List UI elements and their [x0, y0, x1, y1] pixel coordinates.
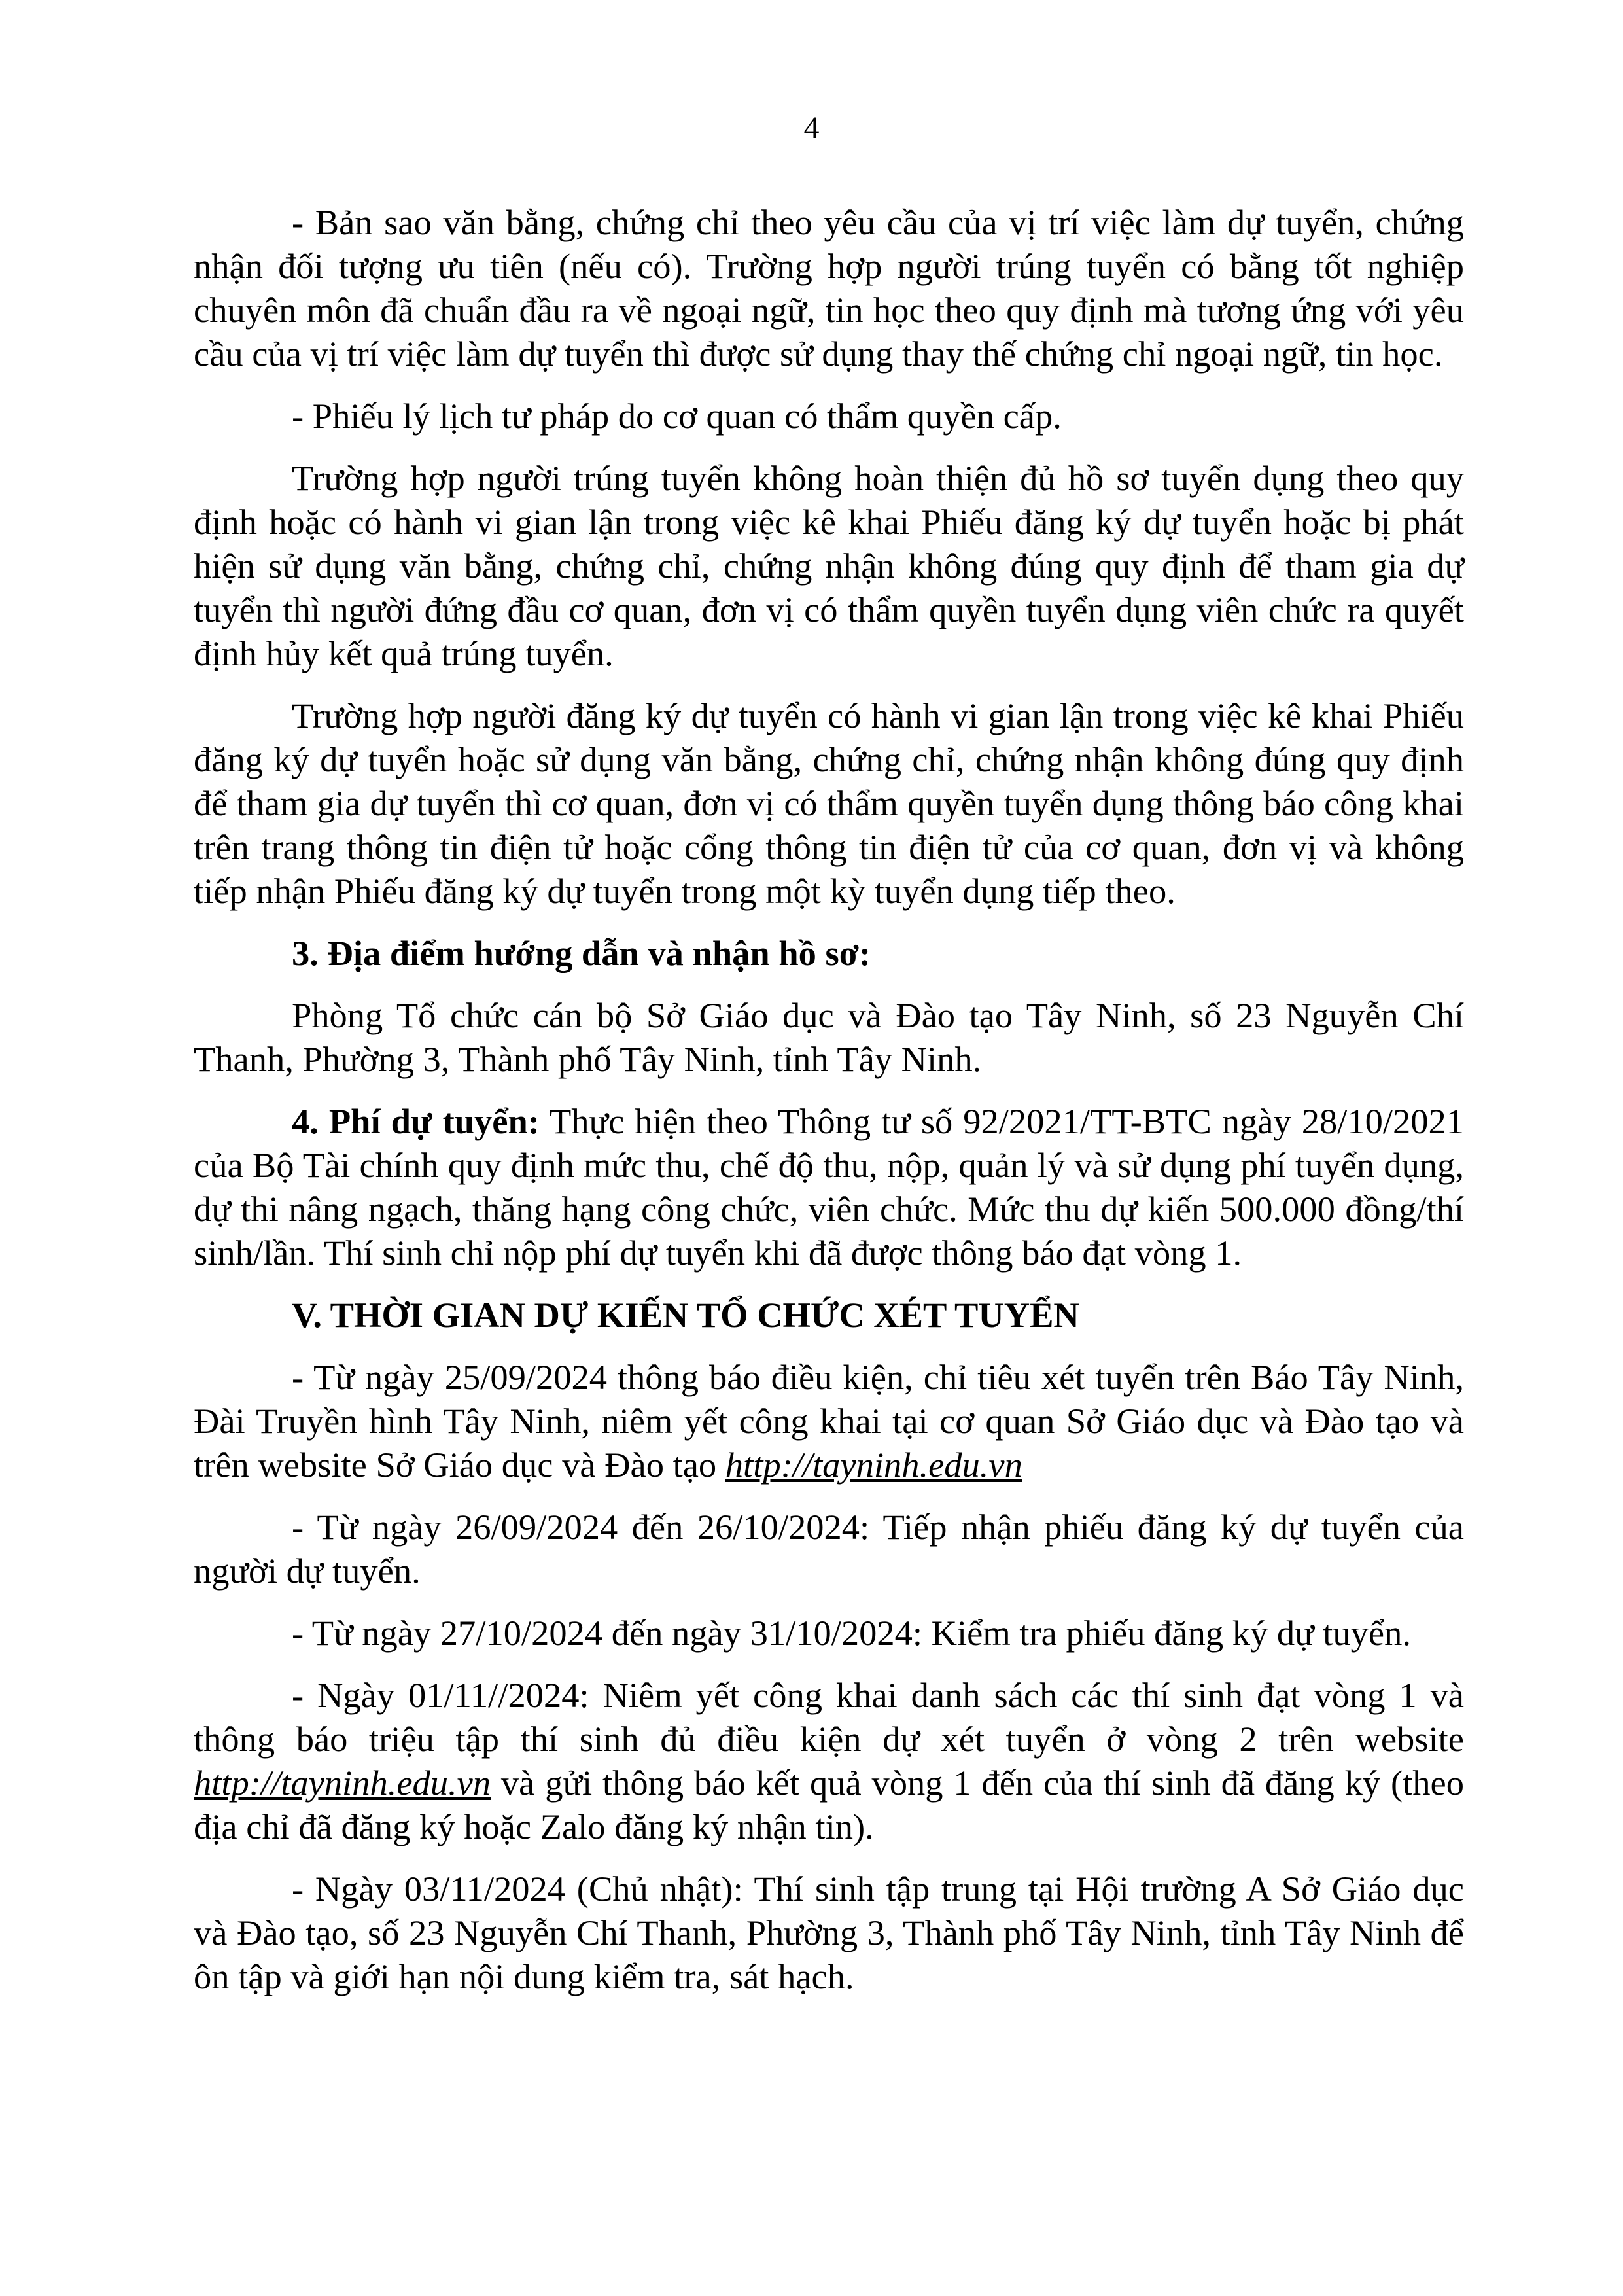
paragraph-copies-of-diplomas: - Bản sao văn bằng, chứng chỉ theo yêu cầu của vị trí việc làm dự tuyển, chứng nhận đối tượng ưu tiên (nếu có). Trường hợp người trúng tuyển có bằng tốt nghiệp chuyên môn đã chuẩn đầu ra về ngoại ngữ, tin học theo quy định mà tương ứng với yêu cầu của vị trí việc làm dự tuyển thì được sử dụng thay thế chứng chỉ ngoại ngữ, tin học.	[194, 202, 1464, 374]
fee-label: 4. Phí dự tuyển:	[292, 1101, 540, 1141]
paragraph-judicial-record: - Phiếu lý lịch tư pháp do cơ quan có thẩm quyền cấp.	[292, 396, 1062, 436]
website-link[interactable]: http://tayninh.edu.vn	[194, 1763, 491, 1803]
page-number: 4	[803, 111, 820, 145]
paragraph-incomplete-dossier: Trường hợp người trúng tuyển không hoàn thiện đủ hồ sơ tuyển dụng theo quy định hoặc có hành vi gian lận trong việc kê khai Phiếu đăng ký dự tuyển hoặc bị phát hiện sử dụng văn bằng, chứng chỉ, chứng nhận không đúng quy định để tham gia dự tuyển thì người đứng đầu cơ quan, đơn vị có thẩm quyền tuyển dụng viên chức ra quyết định hủy kết quả trúng tuyển.	[194, 458, 1464, 673]
document-body	[194, 200, 1464, 2017]
website-link[interactable]: http://tayninh.edu.vn	[725, 1445, 1022, 1485]
fee-text: Thực hiện theo Thông tư số 92/2021/TT-BTC ngày 28/10/2021 của Bộ Tài chính quy định mức thu, chế độ thu, nộp, quản lý và sử dụng phí tuyển dụng, dự thi nâng ngạch, thăng hạng công chức, viên chức. Mức thu dự kiến 500.000 đồng/thí sinh/lần. Thí sinh chỉ nộp phí dự tuyển khi đã được thông báo đạt vòng 1.	[194, 1101, 1464, 1273]
heading-location: 3. Địa điểm hướng dẫn và nhận hồ sơ:	[292, 933, 871, 973]
paragraph-location-address: Phòng Tổ chức cán bộ Sở Giáo dục và Đào tạo Tây Ninh, số 23 Nguyễn Chí Thanh, Phường 3, Thành phố Tây Ninh, tỉnh Tây Ninh.	[194, 995, 1464, 1079]
paragraph-schedule-review: - Ngày 03/11/2024 (Chủ nhật): Thí sinh tập trung tại Hội trường A Sở Giáo dục và Đào tạo, số 23 Nguyễn Chí Thanh, Phường 3, Thành phố Tây Ninh, tỉnh Tây Ninh để ôn tập và giới hạn nội dung kiểm tra, sát hạch.	[194, 1869, 1464, 1996]
round1-text-a: - Ngày 01/11//2024: Niêm yết công khai danh sách các thí sinh đạt vòng 1 và thông báo triệu tập thí sinh đủ điều kiện dự xét tuyển ở vòng 2 trên website	[194, 1675, 1464, 1759]
schedule-announcement-text: - Từ ngày 25/09/2024 thông báo điều kiện, chỉ tiêu xét tuyển trên Báo Tây Ninh, Đài Truyền hình Tây Ninh, niêm yết công khai tại cơ quan Sở Giáo dục và Đào tạo và trên website Sở Giáo dục và Đào tạo	[194, 1357, 1464, 1485]
heading-schedule: V. THỜI GIAN DỰ KIẾN TỔ CHỨC XÉT TUYỂN	[292, 1295, 1079, 1335]
paragraph-fraud-case: Trường hợp người đăng ký dự tuyển có hành vi gian lận trong việc kê khai Phiếu đăng ký dự tuyển hoặc sử dụng văn bằng, chứng chỉ, chứng nhận không đúng quy định để tham gia dự tuyển thì cơ quan, đơn vị có thẩm quyền tuyển dụng thông báo công khai trên trang thông tin điện tử hoặc cổng thông tin điện tử của cơ quan, đơn vị và không tiếp nhận Phiếu đăng ký dự tuyển trong một kỳ tuyển dụng tiếp theo.	[194, 696, 1464, 911]
paragraph-schedule-checking: - Từ ngày 27/10/2024 đến ngày 31/10/2024: Kiểm tra phiếu đăng ký dự tuyển.	[292, 1613, 1411, 1653]
round1-text-b: và gửi thông báo kết quả vòng 1 đến của thí sinh đã đăng ký (theo địa chỉ đã đăng ký hoặc Zalo đăng ký nhận tin).	[194, 1763, 1464, 1846]
paragraph-schedule-announcement	[194, 1355, 1464, 1487]
paragraph-schedule-round1	[194, 1673, 1464, 1848]
paragraph-schedule-receiving: - Từ ngày 26/09/2024 đến 26/10/2024: Tiếp nhận phiếu đăng ký dự tuyển của người dự tuyển.	[194, 1507, 1464, 1591]
paragraph-application-fee	[194, 1099, 1464, 1275]
